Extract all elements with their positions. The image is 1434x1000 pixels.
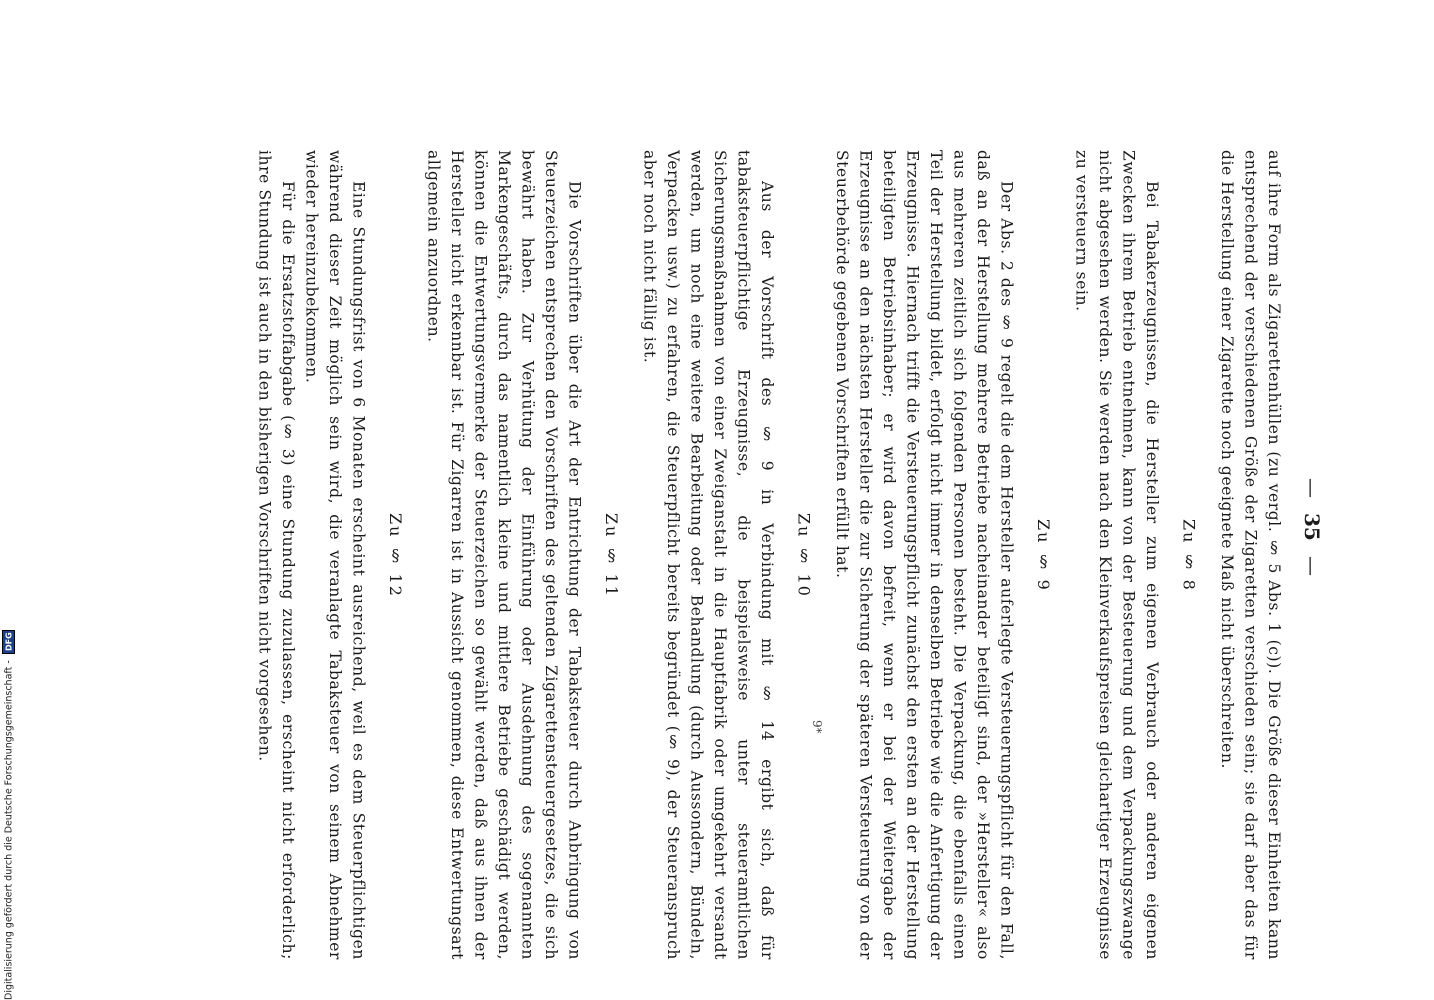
paragraph-intro: auf ihre Form als Zigarettenhüllen (zu vergl. § 5 Abs. 1 (c)). Die Größe dieser Einheiten kann entsprechend der verschiedenen Größe der Zigaretten verschieden sein; sie darf aber das für die Herstellung einer Zigarette noch geeignete Maß nicht überschreiten. <box>1218 150 1283 960</box>
page-header <box>1300 470 1324 584</box>
paragraph-section-9: Der Abs. 2 des § 9 regelt die dem Hersteller auferlegte Versteuerungspflicht für den Fall, daß an der Herstellung mehrere Betriebe nacheinander beteiligt sind, der »Hersteller« also aus mehreren zeitlich sich folgenden Personen besteht. Die Verpackung, die ebenfalls einen Teil der Herstellung bildet, erfolgt nicht immer in denselben Betriebe wie die Anfertigung der Erzeugnisse. Hiernach trifft die Versteuerungspflicht zunächst den ersten an der Herstellung beteiligten Betriebsinhaber; er wird davon befreit, wenn er bei der Weitergabe der Erzeugnisse an den nächsten Hersteller die zur Sicherung der späteren Versteuerung von der Steuerbehörde gegebenen Vorschriften erfüllt hat. <box>833 150 1016 960</box>
credit-text: Digitalisierung gefördert durch die Deutsche Forschungsgemeinschaft - <box>3 660 15 1000</box>
footnote-mark: 9* <box>810 720 824 734</box>
section-heading-11: Zu § 11 <box>602 512 621 598</box>
paragraph-section-8: Bei Tabakerzeugnissen, die Hersteller zum eigenen Verbrauch oder anderen eigenen Zwecken ihrem Betrieb entnehmen, kann von der Besteuerung und dem Verpackungszwange nicht abgesehen werden. Sie werden nach den Kleinverkaufspreisen gleichartiger Erzeugnisse zu versteuern sein. <box>1072 150 1161 960</box>
paragraph-section-11: Die Vorschriften über die Art der Entrichtung der Tabaksteuer durch Anbringung von Steuerzeichen entsprechen den Vorschriften des geltenden Zigarettensteuergesetzes, die sich bewährt haben. Zur Verhütung der Einführung oder Ausdehnung des sogenannten Markengeschäfts, durch das namentlich kleine und mittlere Betriebe geschädigt werden, können die Entwertungsvermerke der Steuerzeichen so gewählt werden, daß aus ihnen der Hersteller nicht erkennbar ist. Für Zigarren ist in Aussicht genommen, diese Entwertungsart allgemein anzuordnen. <box>424 150 584 960</box>
digitization-credit <box>0 600 18 1000</box>
dfg-logo: DFG <box>3 630 16 655</box>
section-heading-10: Zu § 10 <box>794 512 814 598</box>
document-body <box>155 150 1285 960</box>
paragraph-section-10: Aus der Vorschrift des § 9 in Verbindung mit § 14 ergibt sich, daß für tabaksteuerpflichtige Erzeugnisse, die beispielsweise unter steueramtlichen Sicherungsmaßnahmen von einer Zweiganstalt in die Hauptfabrik oder umgekehrt versandt werden, um noch eine weitere Bearbeitung oder Behandlung (durch Aussondern, Bündeln, Verpacken usw.) zu erfahren, die Steuerpflicht bereits begründet (§ 9), der Steueranspruch aber noch nicht fällig ist. <box>640 150 776 960</box>
section-heading-12: Zu § 12 <box>386 512 405 598</box>
paragraph-section-12-a: Eine Stundungsfrist von 6 Monaten erscheint ausreichend, weil es dem Steuerpflichtigen während dieser Zeit möglich sein wird, die veranlagte Tabaksteuer von seinem Abnehmer wieder hereinzubekommen. <box>302 150 368 960</box>
section-heading-8: Zu § 8 <box>1179 518 1199 592</box>
header-dash-left: — <box>1300 478 1324 498</box>
paragraph-section-12-b: Für die Ersatzstoffabgabe (§ 3) eine Stundung zuzulassen, erscheint nicht erforderlich; ihre Stundung ist auch in den bisherigen Vorschriften nicht vorgesehen. <box>255 150 297 960</box>
header-dash-right: — <box>1300 555 1324 576</box>
section-heading-9: Zu § 9 <box>1034 518 1053 592</box>
page-number: 35 <box>1300 512 1324 541</box>
